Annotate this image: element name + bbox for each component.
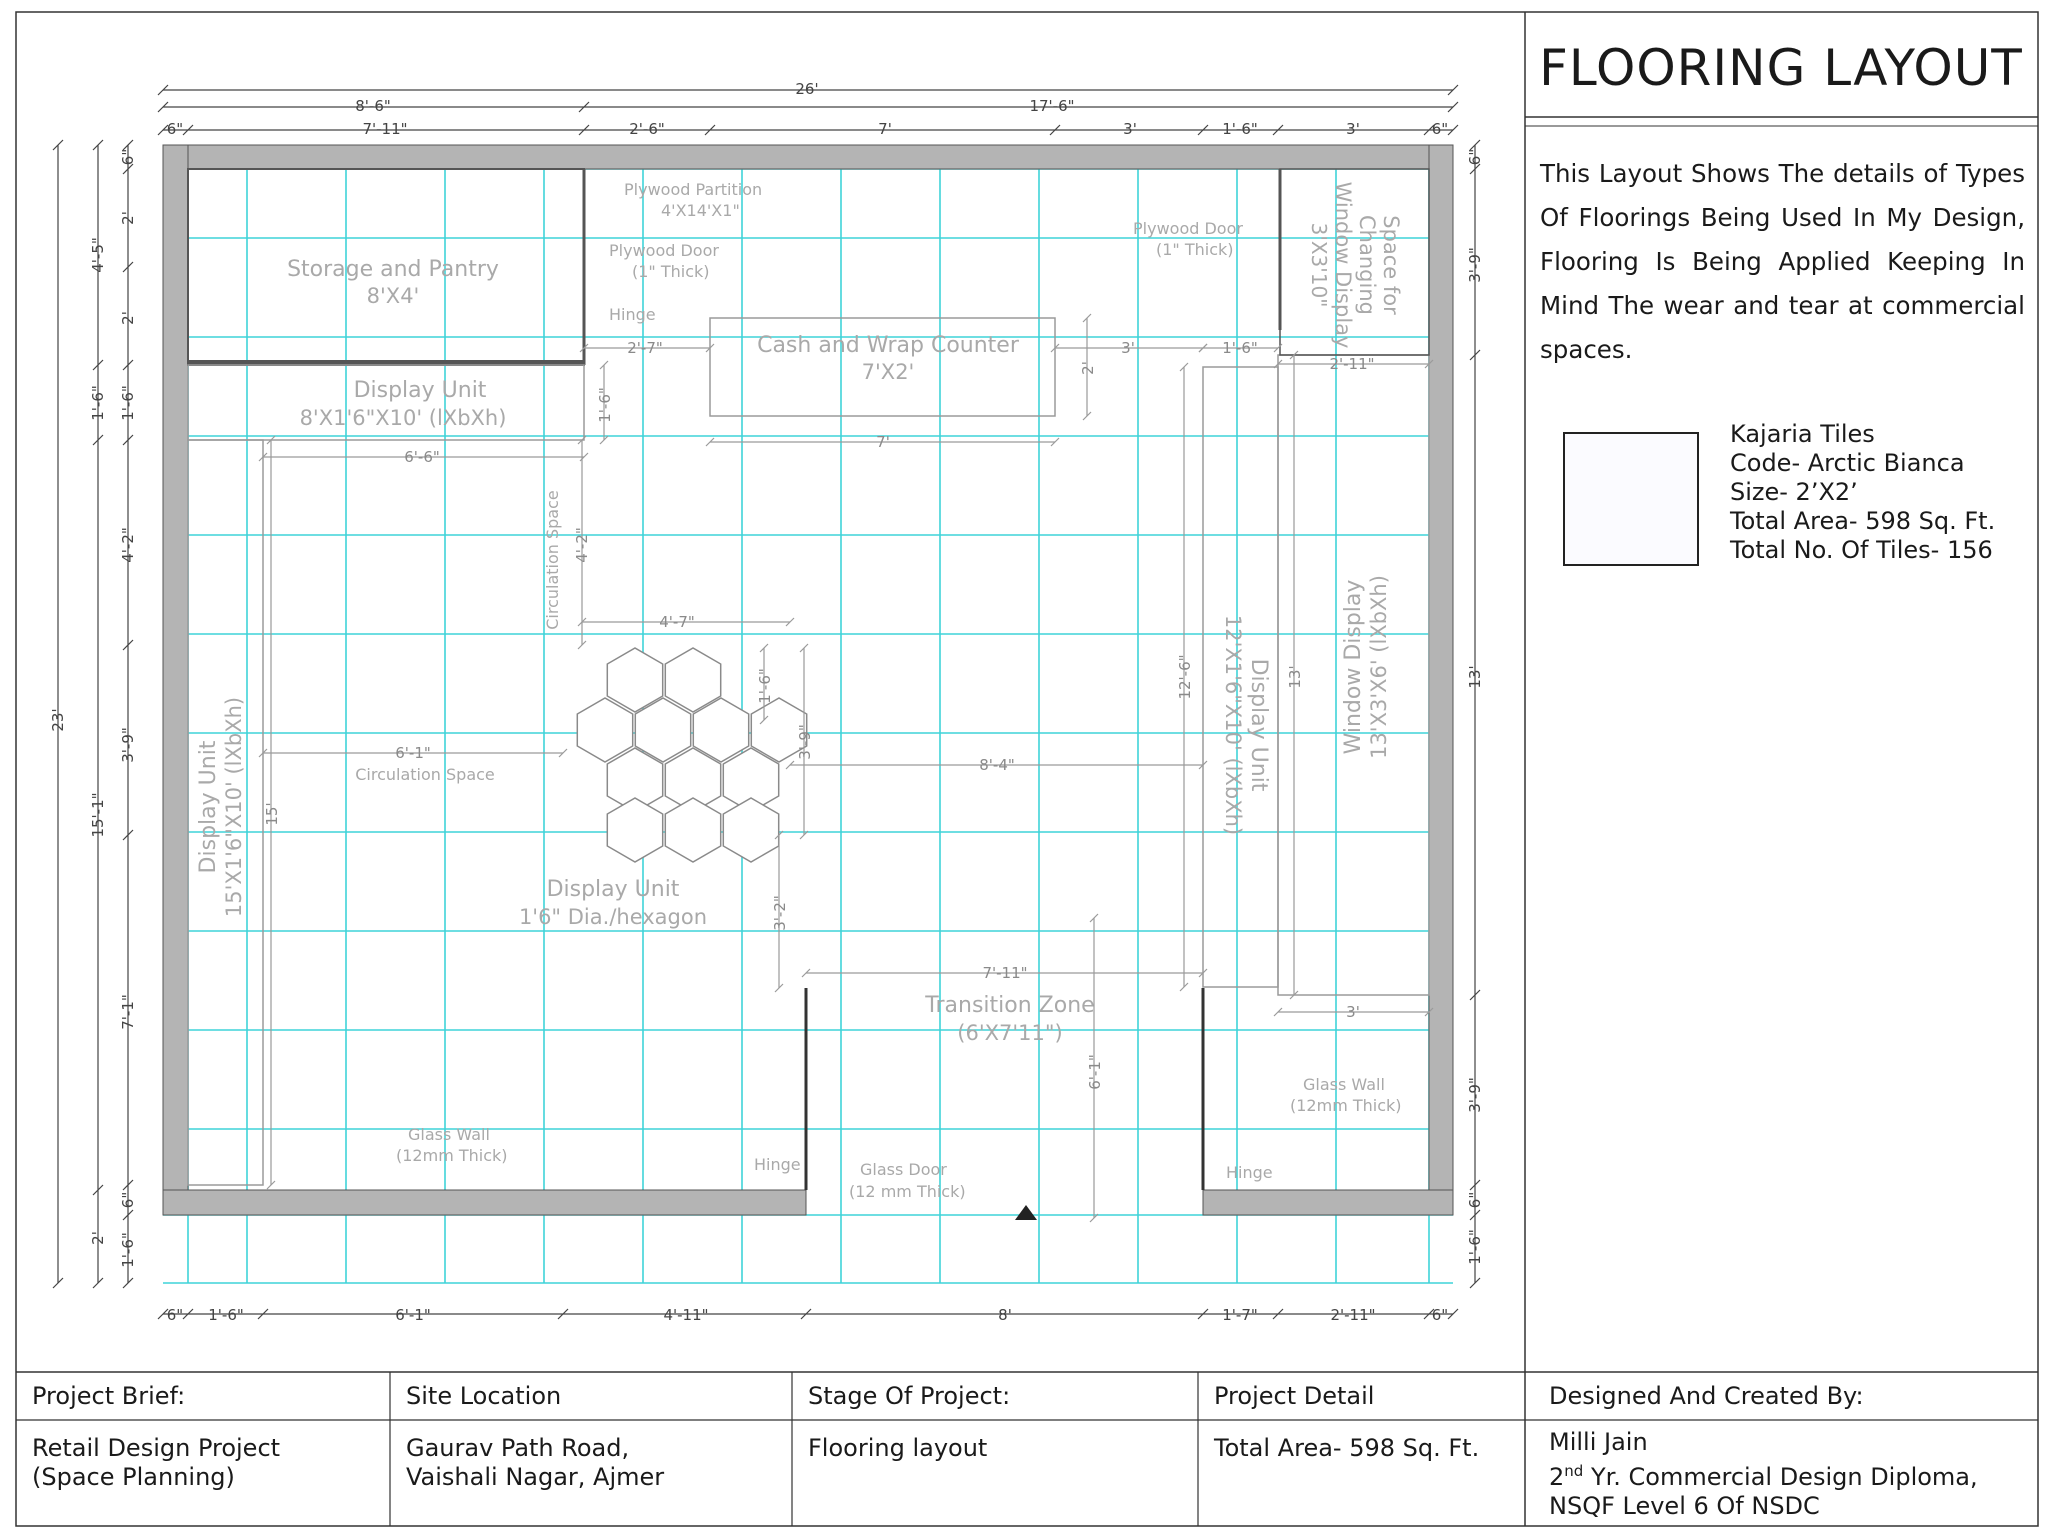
- title-block: [1525, 12, 2037, 1372]
- dim-left-b2: 2': [119, 211, 137, 225]
- dim-left-a2: 1'-6": [89, 385, 107, 421]
- tile-size: Size- 2’X2’: [1730, 478, 1858, 506]
- room-labels: [196, 182, 1403, 1045]
- dim-top-7: 3': [1346, 120, 1360, 138]
- window-display-label: Window Display: [1341, 579, 1366, 755]
- dim-top-8: 6": [1431, 120, 1449, 138]
- dim-top-3: 2'-6": [629, 120, 665, 138]
- display-right-label: Display Unit: [1246, 658, 1271, 792]
- transition-label: Transition Zone: [925, 993, 1095, 1018]
- glass-wall-left-l1: Glass Wall: [408, 1125, 490, 1144]
- dim-2-7: 2'-7": [627, 339, 663, 357]
- hex-size: 1'6" Dia./hexagon: [518, 905, 708, 929]
- dim-left-a4: 2': [89, 1231, 107, 1245]
- dim-left-b4: 1'-6": [119, 385, 137, 421]
- dim-right-5: 6": [1466, 1191, 1484, 1209]
- hexagon-tile-9: [607, 798, 662, 862]
- dim-left-b7: 7'-1": [119, 994, 137, 1030]
- display-top-size: 8'X1'6"X10' (lXbXh): [299, 406, 507, 430]
- dim-bot-8: 6": [1431, 1306, 1449, 1324]
- changing-l1: Space for: [1379, 215, 1403, 315]
- display-left-size: 15'X1'6"X10' (lXbXh): [222, 696, 246, 918]
- plywood-partition-l2: 4'X14'X1": [661, 201, 740, 220]
- dim-bot-7: 2'-11": [1330, 1306, 1376, 1324]
- inner-dimension-labels: [263, 339, 1375, 1090]
- circulation-horizontal: Circulation Space: [355, 765, 495, 784]
- dim-left-b5: 4'-2": [119, 527, 137, 563]
- wall-bottom-right: [1203, 1190, 1453, 1215]
- site-label: Site Location: [406, 1382, 562, 1410]
- designer-line-2: [1549, 1457, 1978, 1492]
- dim-left-b8: 6": [119, 1191, 137, 1209]
- dim-right-1: 6": [1466, 148, 1484, 166]
- dim-3b: 3': [1346, 1003, 1360, 1021]
- hexagon-tile-11: [723, 798, 778, 862]
- hinge-top: Hinge: [609, 305, 656, 324]
- dim-bot-1: 6": [166, 1306, 184, 1324]
- window-display-size: 13'X3'X6' (lXbXh): [1367, 575, 1391, 759]
- site-line-2: Vaishali Nagar, Ajmer: [406, 1463, 665, 1491]
- dim-2-11: 2'-11": [1329, 355, 1375, 373]
- glass-door-l1: Glass Door: [860, 1160, 947, 1179]
- stage-label: Stage Of Project:: [808, 1382, 1011, 1410]
- designer-year-suffix: nd: [1564, 1462, 1584, 1480]
- dim-top-total: 26': [795, 80, 819, 98]
- dim-1-6c: 1'-6": [756, 668, 774, 704]
- dim-4-7: 4'-7": [659, 613, 695, 631]
- project-brief-line-1: Retail Design Project: [32, 1434, 281, 1462]
- drawing-title: FLOORING LAYOUT: [1539, 39, 2023, 97]
- project-brief-label: Project Brief:: [32, 1382, 186, 1410]
- project-brief-value: [32, 1434, 280, 1492]
- detail-label: Project Detail: [1214, 1382, 1375, 1410]
- dim-6-1b: 6'-1": [1086, 1054, 1104, 1090]
- designer-course: Yr. Commercial Design Diploma,: [1583, 1463, 1978, 1491]
- glass-wall-right-l1: Glass Wall: [1303, 1075, 1385, 1094]
- display-left-label: Display Unit: [196, 740, 221, 874]
- dim-bot-4: 4'-11": [663, 1306, 709, 1324]
- transition-size: (6'X7'11"): [957, 1021, 1063, 1045]
- storage-label: Storage and Pantry: [287, 257, 499, 282]
- dim-top-2: 7'-11": [362, 120, 408, 138]
- dim-15: 15': [263, 802, 281, 826]
- dim-top-a: 8'-6": [355, 97, 391, 115]
- designer-name: Milli Jain: [1549, 1428, 1648, 1456]
- wall-top: [163, 145, 1453, 169]
- tile-count: Total No. Of Tiles- 156: [1730, 536, 1993, 564]
- dim-8-4: 8'-4": [979, 756, 1015, 774]
- circulation-vertical: Circulation Space: [543, 490, 562, 630]
- plywood-door-left-l2: (1" Thick): [632, 262, 710, 281]
- designer-value: [1549, 1428, 1978, 1521]
- dim-top-4: 7': [878, 120, 892, 138]
- wall-bottom-left: [163, 1190, 806, 1215]
- designer-label: Designed And Created By:: [1549, 1382, 1864, 1410]
- plywood-partition-l1: Plywood Partition: [624, 180, 763, 199]
- glass-wall-left-l2: (12mm Thick): [396, 1146, 508, 1165]
- dim-4-2: 4'-2": [573, 527, 591, 563]
- changing-l3: Window Display: [1331, 181, 1355, 349]
- designer-line-3: NSQF Level 6 Of NSDC: [1549, 1492, 1820, 1520]
- project-brief-line-2: (Space Planning): [32, 1463, 235, 1491]
- glass-wall-right-l2: (12mm Thick): [1290, 1096, 1402, 1115]
- dim-3-2: 3'-2": [771, 895, 789, 931]
- dim-13: 13': [1286, 665, 1304, 689]
- plywood-door-left-l1: Plywood Door: [609, 241, 719, 260]
- wall-left: [163, 145, 188, 1215]
- tile-swatch: [1563, 432, 1699, 566]
- hinge-door-left: Hinge: [754, 1155, 801, 1174]
- plywood-door-right-l1: Plywood Door: [1133, 219, 1243, 238]
- dim-bot-2: 1'-6": [208, 1306, 244, 1324]
- detail-value: Total Area- 598 Sq. Ft.: [1214, 1434, 1480, 1462]
- hexagon-tile-10: [665, 798, 720, 862]
- changing-l2: Changing: [1355, 215, 1379, 315]
- tile-code: Code- Arctic Bianca: [1730, 449, 1965, 477]
- dim-7: 7': [876, 433, 890, 451]
- dim-bot-5: 8': [998, 1306, 1012, 1324]
- dim-left-a3: 15'-1": [89, 792, 107, 838]
- wall-right: [1429, 145, 1453, 1215]
- cash-label: Cash and Wrap Counter: [757, 333, 1019, 358]
- dim-top-b: 17'-6": [1029, 97, 1075, 115]
- site-value: [406, 1434, 664, 1492]
- dim-top-5: 3': [1123, 120, 1137, 138]
- dim-top-1: 6": [166, 120, 184, 138]
- footer-table: [16, 1372, 2038, 1526]
- dim-left-b6: 3'-9": [119, 727, 137, 763]
- tile-area: Total Area- 598 Sq. Ft.: [1730, 507, 1996, 535]
- hexagon-tile-2: [577, 698, 632, 762]
- dim-left-total: 23': [49, 708, 67, 732]
- layout-description: This Layout Shows The details of Types Of Floorings Being Used In My Design, Flooring Is Being Applied Keeping In Mind The wear and tear at commercial spaces.: [1540, 159, 2025, 364]
- dim-left-b3: 2': [119, 311, 137, 325]
- display-top-label: Display Unit: [353, 378, 487, 403]
- dim-top-6: 1'-6": [1222, 120, 1258, 138]
- dim-left-b1: 6": [119, 148, 137, 166]
- storage-size: 8'X4': [366, 284, 420, 308]
- tile-legend: [1730, 420, 2030, 565]
- plywood-door-right-l2: (1" Thick): [1156, 240, 1234, 259]
- cash-size: 7'X2': [861, 360, 915, 384]
- dim-bot-3: 6'-1": [395, 1306, 431, 1324]
- site-line-1: Gaurav Path Road,: [406, 1434, 630, 1462]
- dim-left-b9: 1'-6": [119, 1232, 137, 1268]
- designer-year: 2: [1549, 1463, 1565, 1491]
- display-right-size: 12'X1'6"X10' (lXbXh): [1221, 614, 1245, 836]
- dim-6-1: 6'-1": [395, 744, 431, 762]
- dim-6-6: 6'-6": [404, 448, 440, 466]
- dim-right-6: 1'-6": [1466, 1229, 1484, 1265]
- dim-1-6a: 1'-6": [596, 387, 614, 423]
- hinge-door-right: Hinge: [1226, 1163, 1273, 1182]
- tile-brand: Kajaria Tiles: [1730, 420, 1875, 448]
- dim-right-2: 3'-9": [1466, 247, 1484, 283]
- entry-arrow-icon: [1015, 1205, 1037, 1220]
- dim-bot-6: 1'-7": [1222, 1306, 1258, 1324]
- dim-right-3: 13': [1466, 665, 1484, 689]
- stage-value: Flooring layout: [808, 1434, 988, 1462]
- dim-1-6b: 1'-6": [1222, 339, 1258, 357]
- dim-2a: 2': [1079, 361, 1097, 375]
- dim-3a: 3': [1121, 339, 1135, 357]
- dim-7-11: 7'-11": [982, 964, 1028, 982]
- glass-door-l2: (12 mm Thick): [849, 1182, 966, 1201]
- hex-label: Display Unit: [546, 877, 680, 902]
- dim-left-a1: 4'-5": [89, 237, 107, 273]
- dim-12-6: 12'-6": [1176, 654, 1194, 700]
- changing-l4: 3'X3'10": [1307, 222, 1331, 308]
- dim-right-4: 3'-9": [1466, 1077, 1484, 1113]
- dim-3-9: 3'-9": [796, 724, 814, 760]
